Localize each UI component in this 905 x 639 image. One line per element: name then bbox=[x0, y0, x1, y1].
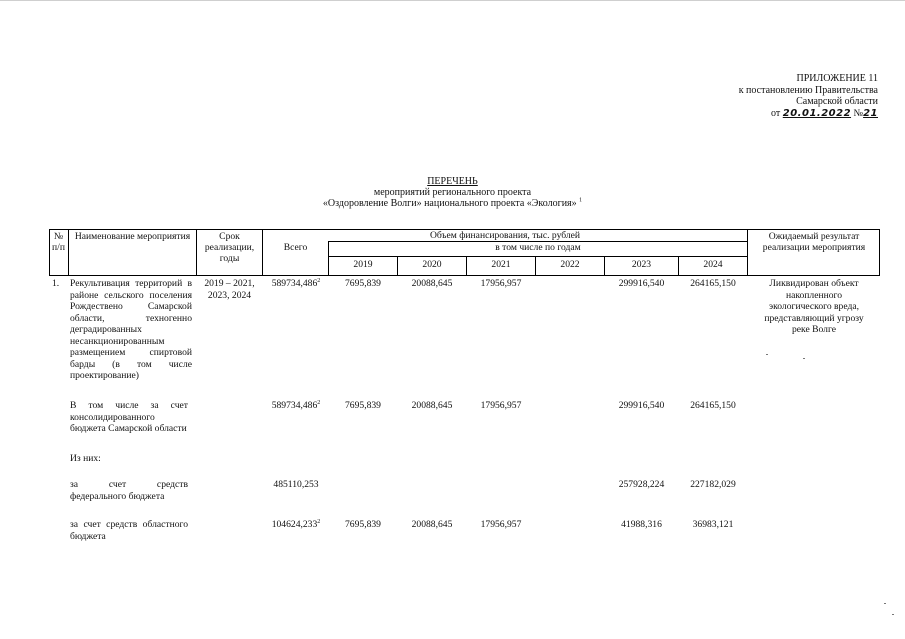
row2-2024: 264165,150 bbox=[690, 400, 736, 411]
document-subtitle: мероприятий регионального проекта bbox=[373, 187, 532, 198]
header-year-2021: 2021 bbox=[491, 259, 511, 270]
header-total: Всего bbox=[283, 242, 308, 253]
header-year-2022: 2022 bbox=[560, 259, 580, 270]
header-year-2024: 2024 bbox=[703, 259, 723, 270]
row1-name: Рекультивация территорий в районе сельского поселения Рождествено Самарской области, техногенно деградированных несанкционированным размещением спиртовой барды (в том числе проектирование) bbox=[70, 278, 192, 381]
scan-speck bbox=[884, 603, 886, 604]
header-funding: Объем финансирования, тыс. рублей bbox=[429, 230, 581, 241]
appendix-region: Самарской области bbox=[796, 96, 878, 107]
header-num: № п/п bbox=[52, 231, 65, 253]
header-by-years: в том числе по годам bbox=[495, 242, 581, 253]
date-prefix: от bbox=[771, 107, 781, 119]
row1-2021: 17956,957 bbox=[480, 278, 522, 289]
row5-2024: 36983,121 bbox=[692, 519, 734, 530]
scan-speck bbox=[892, 614, 894, 615]
row5-total: 104624,233$^2$ bbox=[271, 518, 321, 530]
row2-2023: 299916,540 bbox=[618, 400, 665, 411]
row2-total: 589734,486$^2$ bbox=[271, 399, 321, 411]
col-divider-funding bbox=[747, 229, 748, 275]
row4-name: за счет средств федерального бюджета bbox=[70, 479, 188, 502]
row1-2024: 264165,150 bbox=[690, 278, 736, 289]
header-bottom-border bbox=[49, 275, 880, 276]
row5-2019: 7695,839 bbox=[345, 519, 381, 530]
header-year-2019: 2019 bbox=[353, 259, 373, 270]
header-result: Ожидаемый результат реализации мероприятия bbox=[762, 231, 866, 253]
appendix-block bbox=[700, 73, 878, 119]
row2-name: В том числе за счет консолидированного бюджета Самарской области bbox=[70, 400, 188, 434]
row4-2024: 227182,029 bbox=[690, 479, 736, 490]
row1-term: 2019 – 2021, 2023, 2024 bbox=[204, 278, 255, 301]
document-subtitle-project bbox=[0, 198, 905, 210]
row1-total-note: 2 bbox=[317, 277, 321, 284]
row1-2019: 7695,839 bbox=[345, 278, 381, 289]
row5-2023: 41988,316 bbox=[621, 519, 662, 530]
row3-name: Из них: bbox=[70, 453, 101, 464]
row2-2020: 20088,645 bbox=[411, 400, 453, 411]
row2-total-note: 2 bbox=[317, 399, 321, 406]
row1-2020: 20088,645 bbox=[411, 278, 453, 289]
appendix-decree: к постановлению Правительства bbox=[738, 84, 878, 96]
table-border-right bbox=[879, 229, 880, 275]
appendix-title: ПРИЛОЖЕНИЕ 11 bbox=[796, 73, 878, 84]
years-header-divider bbox=[328, 256, 747, 257]
appendix-date-line bbox=[700, 108, 878, 120]
title-footnote-mark: 1 bbox=[579, 197, 583, 204]
row5-total-note: 2 bbox=[317, 518, 321, 525]
header-name: Наименование мероприятия bbox=[74, 231, 191, 242]
row2-2019: 7695,839 bbox=[345, 400, 381, 411]
header-year-2020: 2020 bbox=[422, 259, 442, 270]
number-value: 21 bbox=[863, 107, 878, 119]
scan-top-edge bbox=[0, 0, 905, 1]
row5-2021: 17956,957 bbox=[480, 519, 522, 530]
col-divider-num bbox=[68, 229, 69, 275]
scan-speck bbox=[803, 358, 805, 359]
row4-2023: 257928,224 bbox=[618, 479, 665, 490]
row1-num: 1. bbox=[52, 278, 60, 289]
header-year-2023: 2023 bbox=[631, 259, 652, 270]
scan-speck bbox=[766, 354, 768, 355]
row1-total: 589734,486$^2$ bbox=[271, 277, 321, 289]
row4-total: 485110,253 bbox=[273, 479, 319, 490]
row2-2021: 17956,957 bbox=[480, 400, 522, 411]
row1-2023: 299916,540 bbox=[618, 278, 665, 289]
row5-2020: 20088,645 bbox=[411, 519, 453, 530]
row5-name: за счет средств областного бюджета bbox=[70, 519, 188, 542]
date-value: 20.01.2022 bbox=[782, 107, 852, 119]
document-title: ПЕРЕЧЕНЬ bbox=[427, 176, 478, 187]
project-name: «Оздоровление Волги» национального проекта «Экология» bbox=[322, 198, 577, 209]
number-prefix: № bbox=[853, 107, 864, 119]
header-term: Срок реализации, годы bbox=[204, 231, 255, 264]
row1-result: Ликвидирован объект накопленного экологического вреда, представляющий угрозу реке Волге bbox=[764, 278, 864, 335]
